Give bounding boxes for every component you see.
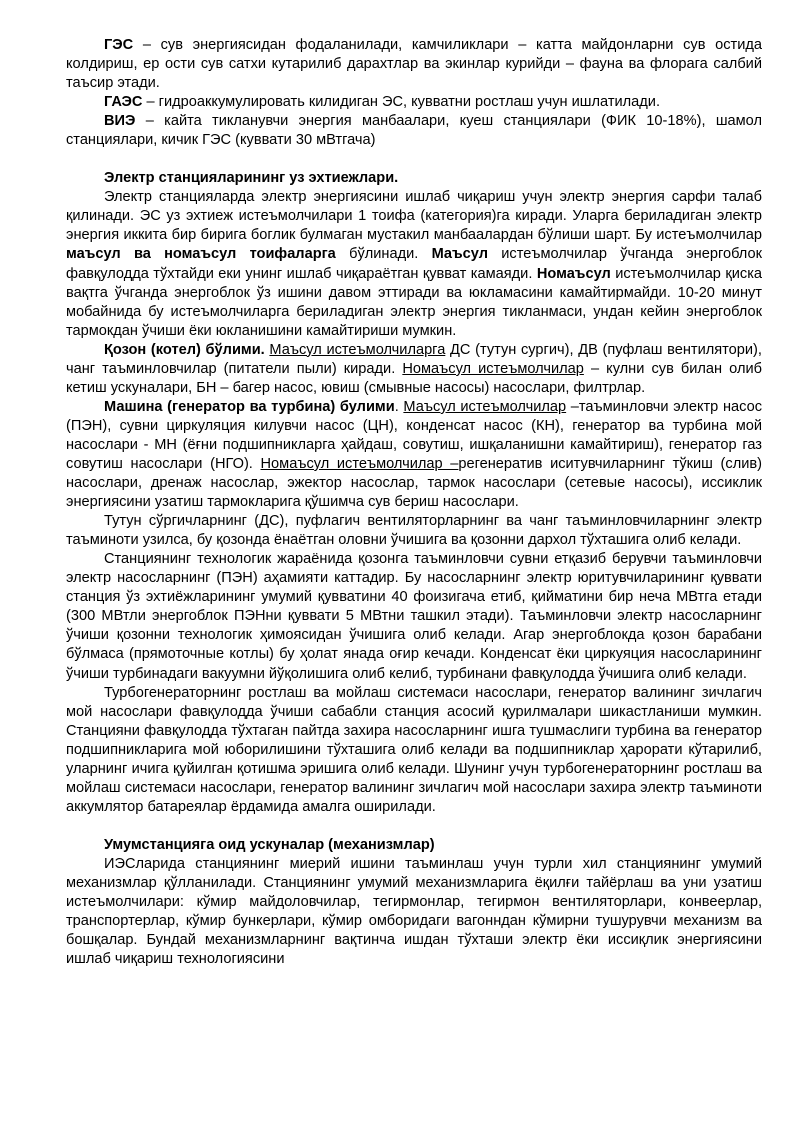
bold-text: Қозон (котел) бўлими. <box>104 341 265 358</box>
paragraph-mechanisms: ИЭСларида станциянинг миерий ишини таъминлаш учун турли хил станциянинг умумий механизмлар қўлланилади. Станциянинг умумий механизмларига ёқилғи тайёрлаш ва уни узатиш истеъмолчилари: кўмир майдоловчилар, тегирмонлар, тегирмон вентиляторлари, конвеерлар, транспортерлар, кўмир бункерлари, кўмир омборидаги вагонндан кўмирни тушурувчи механизм ва бошқалар. Бундай механизмларнинг вақтинча ишдан тўхташи электр ёки иссиқлик энергиясини ишлаб чиқариш технологиясини <box>66 855 762 968</box>
document-page <box>66 36 762 969</box>
paragraph-machine <box>66 398 762 512</box>
section-heading-station-equipment <box>66 836 762 855</box>
text: – кулни сув билан олиб кетиш ускуналари, БН – багер насос, ювиш (смывные насосы) насослари, филтрлар. <box>66 360 762 396</box>
term-vie: ВИЭ <box>104 113 136 130</box>
paragraph-consumers <box>66 188 762 340</box>
text: бўлинади. <box>335 246 432 263</box>
text: ДС (тутун сургич), ДВ (пуфлаш вентилятори), чанг таъминловчилар (питатели пыли) киради. <box>66 341 762 377</box>
heading-text: Умумстанцияга оид ускуналар (механизмлар) <box>104 836 435 853</box>
blank-line <box>66 150 762 169</box>
underlined-text: Маъсул истеъмолчилар <box>403 398 567 415</box>
text: . <box>394 398 404 415</box>
bold-text: Номаъсул <box>536 265 611 282</box>
gaes-text: – гидроаккумулировать килидиган ЭС, кувватни ростлаш учун ишлатилади. <box>142 94 661 111</box>
paragraph-ges <box>66 36 762 93</box>
blank-line <box>66 817 762 836</box>
paragraph-turbogenerator: Турбогенераторнинг ростлаш ва мойлаш системаси насослари, генератор валининг зичлагич мой насослари фавқулодда ўчиши сабабли станция асосий қурилмалари шикастланиши мумкин. Станцияни фавқулодда тўхтаган пайтда захира насосларнинг ишга тушмаслиги турбина ва генератор подшипникларига мой юборилишини тўхташига олиб келади ва подшипниклар ҳарорати кўтарилиб, уларнинг ичига қуйилган қотишма эришига олиб келади. Шунинг учун турбогенераторнинг ростлаш ва мойлаш системаси насослари, генератор валининг зичлагич мой насослари захира электр таъминоти аккумлятор батареялар ёрдамида амалга оширилади. <box>66 684 762 815</box>
bold-text: Машина (генератор ва турбина) булими <box>104 398 395 415</box>
paragraph-vie <box>66 112 762 150</box>
underlined-text: Маъсул истеъмолчиларга <box>269 341 446 358</box>
underlined-text: Номаъсул истеъмолчилар <box>402 360 584 377</box>
bold-text: Маъсул <box>431 246 488 263</box>
text: Электр станцияларда электр энергиясини ишлаб чиқариш учун электр энергия сарфи талаб қилинади. ЭС уз эхтиеж истеъмолчилари 1 тоифа (категория)га киради. Уларга бериладиган электр энергия иккита бир бирига боглик булмаган мустакил манбаалардан бўлиши шарт. Бу истеъмолчилар <box>66 189 762 244</box>
term-gaes: ГАЭС <box>104 94 143 111</box>
paragraph-boiler <box>66 341 762 398</box>
paragraph-fans: Тутун сўргичларнинг (ДС), пуфлагич вентиляторларнинг ва чанг таъминловчиларнинг электр таъминоти узилса, бу қозонда ёнаётган оловни ўчишига ва қозонни дархол тўхташига олиб келади. <box>66 513 762 549</box>
vie-text: – кайта тикланувчи энергия манбаалари, куеш станциялари (ФИК 10-18%), шамол станциялари, кичик ГЭС (куввати 30 мВтгача) <box>66 113 762 149</box>
bold-text: маъсул ва номаъсул тоифаларга <box>66 246 336 263</box>
section-heading-own-needs <box>66 169 762 188</box>
heading-text: Электр станцияларининг уз эхтиежлари. <box>104 170 399 187</box>
term-ges: ГЭС <box>104 37 134 53</box>
text: истеъмолчилар ўчганда энергоблок фавқулодда тўхтайди еки унинг ишлаб чиқараётган қувват камаяди. <box>66 246 762 282</box>
text: –таъминловчи электр насос (ПЭН), сувни циркуляция килувчи насос (ЦН), конденсат насос (КН), генератор ва турбина мой насослари - МН (ёғни подшипникларга ҳайдаш, совутиш, ишқаланишни камайтириш), генератор газ совутиш насослари (НГО). <box>66 398 762 472</box>
underlined-text: Номаъсул истеъмолчилар – <box>260 455 459 472</box>
text: истеъмолчилар қиска вақтга ўчганда энергоблок ўз ишини давом эттиради ва юкламасини камайтирмайди. 10-20 минут мобайнида бу истеъмолчиларга бериладиган электр энергия тикланмаси, ундан кейин энергоблок тармокдан ўчиши ёки юкланишини камайтириши мумкин. <box>66 265 763 339</box>
text: регенератив иситувчиларнинг тўкиш (слив) насослари, дренаж насослар, эжектор насослар, тармок насослари (сетевые насосы), иссиклик энергиясини узатиш тармокларига қўшимча сув бериш насослари. <box>66 455 762 511</box>
paragraph-gaes <box>66 93 762 112</box>
paragraph-feed-pumps: Станциянинг технологик жараёнида қозонга таъминловчи сувни етқазиб берувчи таъминловчи электр насосларнинг (ПЭН) аҳамияти каттадир. Бу насосларнинг электр юритувчиларининг қуввати станция ўз эхтиёжларининг умумий қувватини 40 фоизигача етиб, қийматини бир неча МВтга етади (300 МВтли энергоблок ПЭНни қуввати 5 МВтни ташкил этади). Таъминловчи электр насосларнинг ўчиши қозонни технологик ҳимоясидан ўчишига олиб келади. Агар энергоблокда қозон барабани бўлмаса (прямоточные котлы) бу ҳолат янада оғир кечади. Конденсат ёки циркуяция насосларининг ўчиши турбинадаги вакуумни йўқолишига олиб келиб, турбинани фавқулодда ўчишига олиб келади. <box>66 551 762 682</box>
ges-text: – сув энергиясидан фодаланилади, камчиликлари – катта майдонларни сув остида колдириш, ер ости сув сатхи кутарилиб дарахтлар ва экинлар курийди – фауна ва флорага салбий таъсир этади. <box>66 37 762 92</box>
